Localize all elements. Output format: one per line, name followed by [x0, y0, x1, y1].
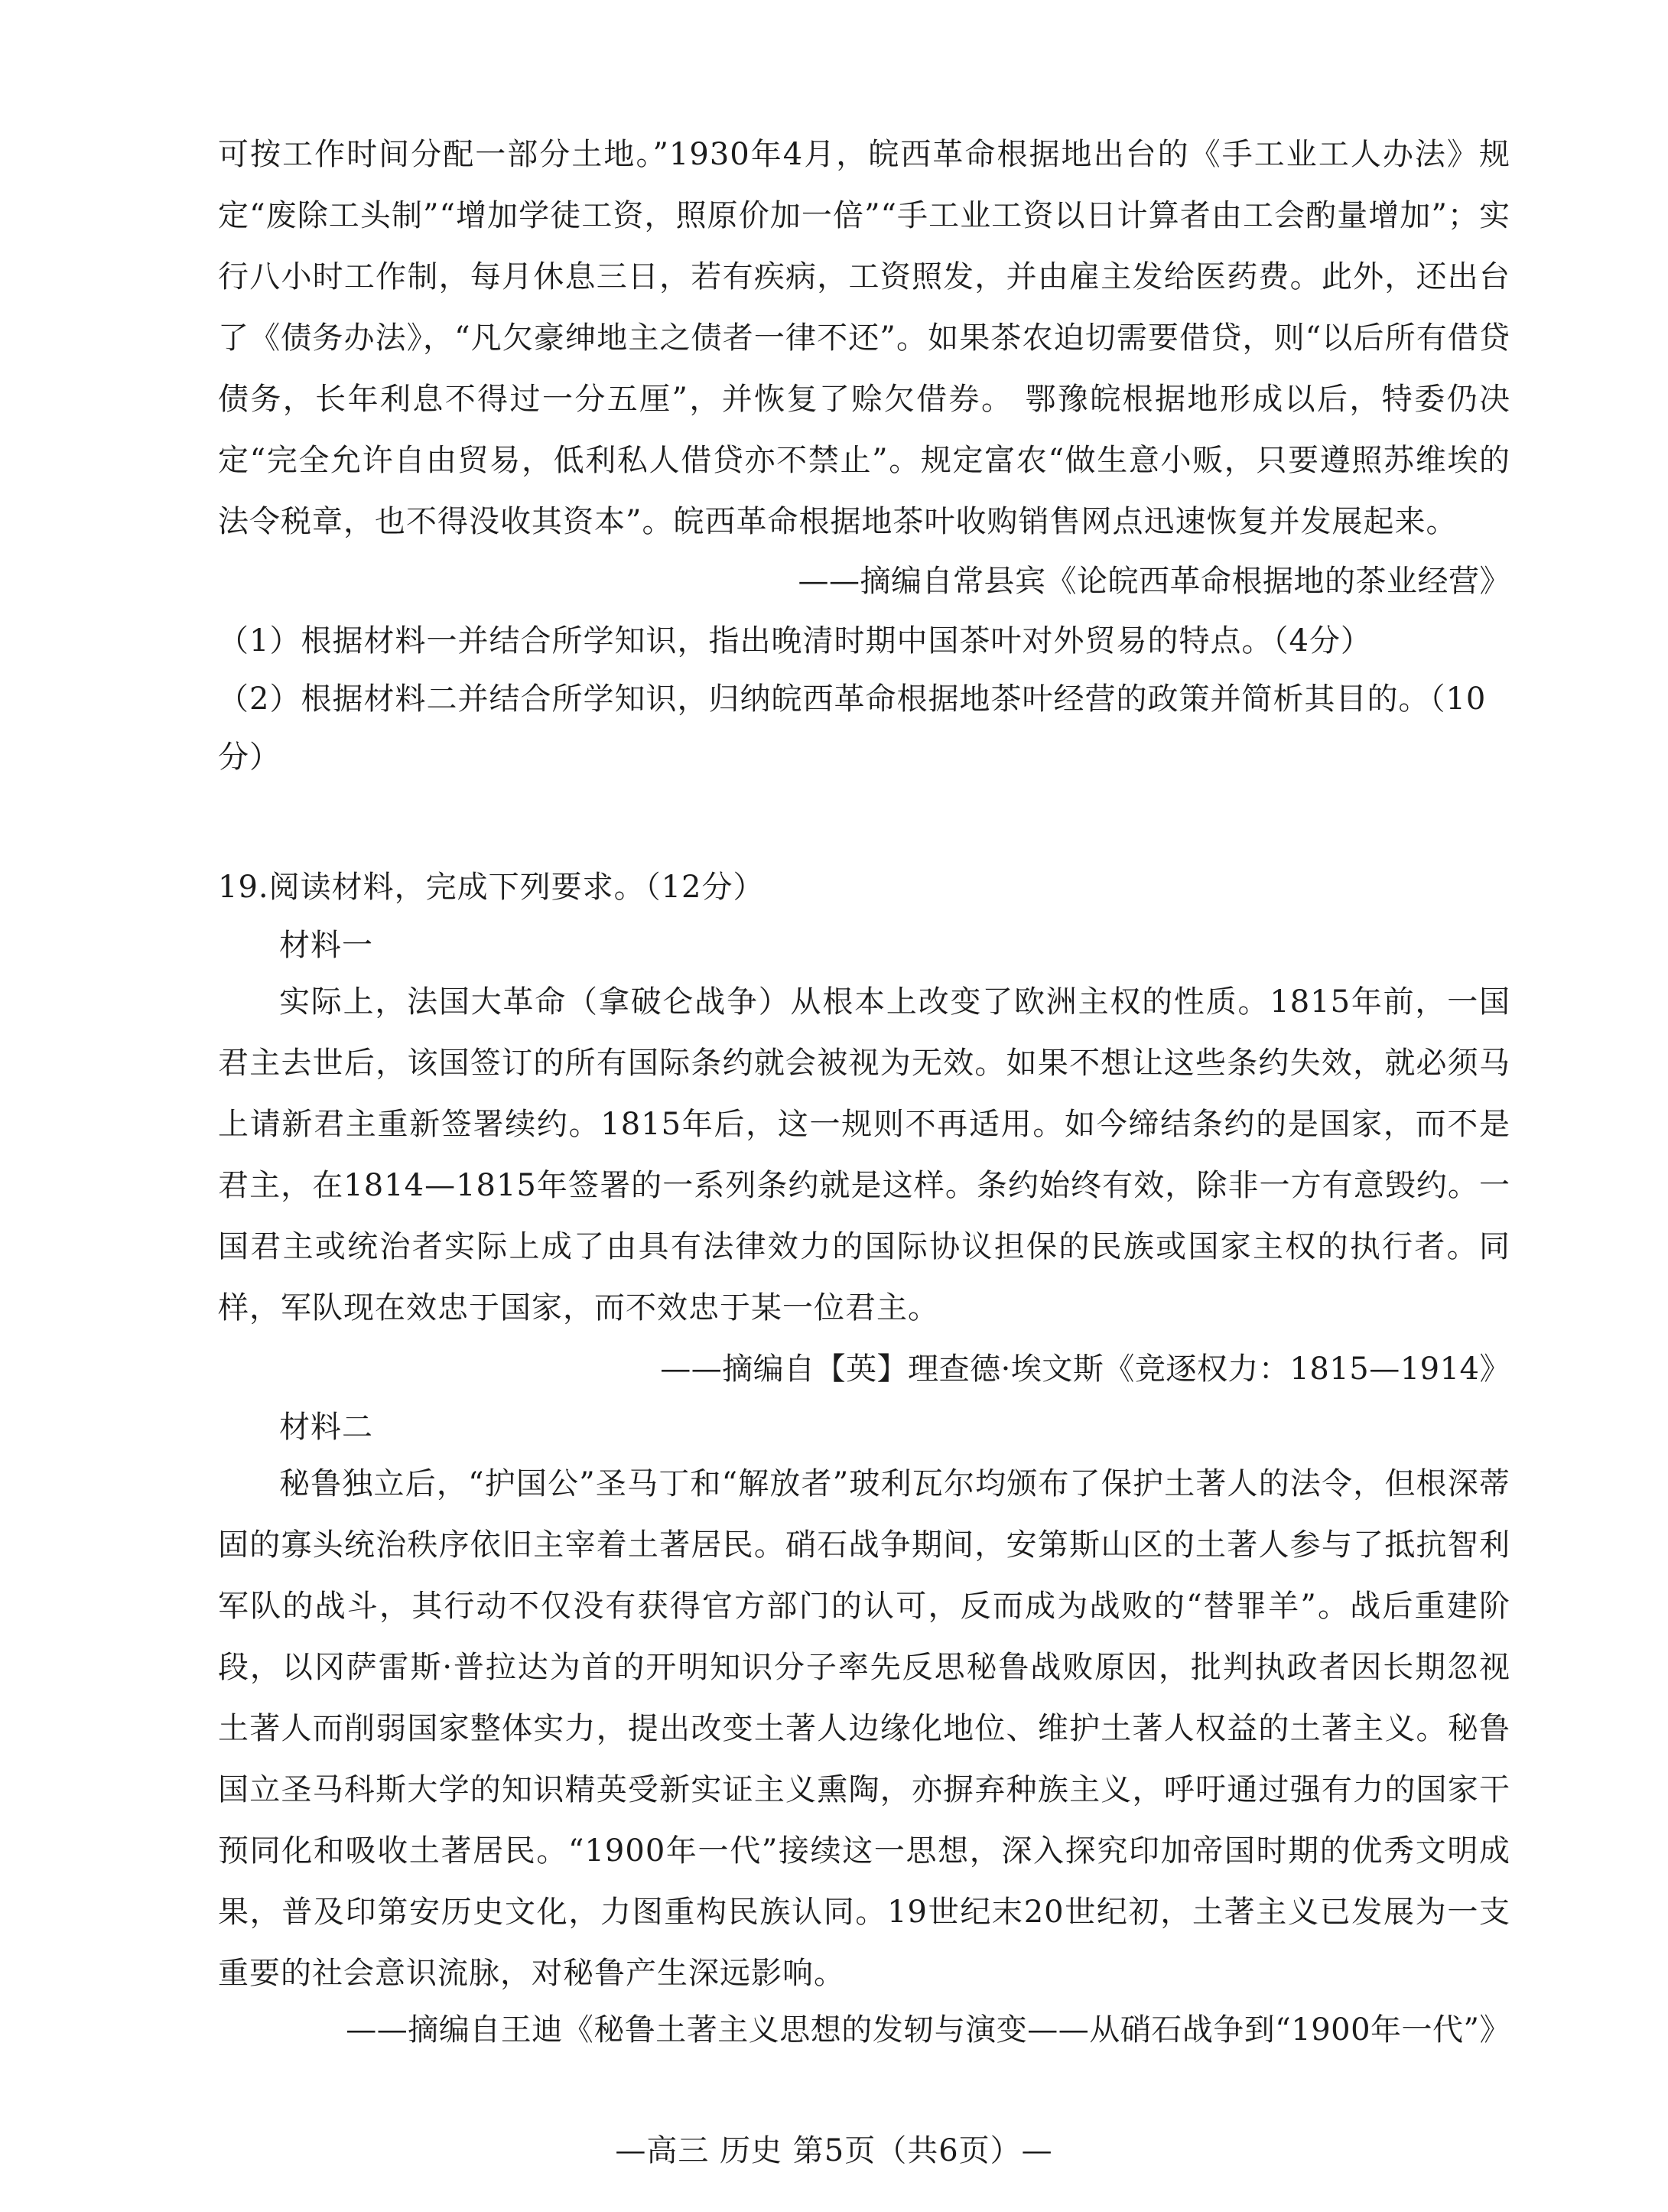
page-footer: —高三 历史 第5页（共6页）—: [615, 2133, 1053, 2168]
question-19: [218, 864, 1510, 2053]
material-1-text: 实际上，法国大革命（拿破仑战争）从根本上改变了欧洲主权的性质。1815年前，一国君主去世后，该国签订的所有国际条约就会被视为无效。如果不想让这些条约失效，就必须马上请新君主重新签署续约。1815年后，这一规则不再适用。如今缔结条约的是国家，而不是君主，在1814—1815年签署的一系列条约就是这样。条约始终有效，除非一方有意毁约。一国君主或统治者实际上成了由具有法律效力的国际协议担保的民族或国家主权的执行者。同样，军队现在效忠于国家，而不效忠于某一位君主。: [218, 984, 1510, 1326]
question-18-subquestions: [218, 612, 1510, 786]
question-18-2: （2）根据材料二并结合所学知识，归纳皖西革命根据地茶叶经营的政策并简析其目的。（10分）: [218, 681, 1487, 775]
material-2-text: 可按工作时间分配一部分土地。”1930年4月，皖西革命根据地出台的《手工业工人办法》规定“废除工头制”“增加学徒工资，照原价加一倍”“手工业工资以日计算者由工会酌量增加”；实行八小时工作制，每月休息三日，若有疾病，工资照发，并由雇主发给医药费。此外，还出台了《债务办法》，“凡欠豪绅地主之债者一律不还”。如果茶农迫切需要借贷，则“以后所有借贷债务，长年利息不得过一分五厘”，并恢复了赊欠借券。 鄂豫皖根据地形成以后，特委仍决定“完全允许自由贸易，低利私人借贷亦不禁止”。规定富农“做生意小贩，只要遵照苏维埃的法令税章，也不得没收其资本”。皖西革命根据地茶叶收购销售网点迅速恢复并发展起来。: [218, 137, 1510, 539]
material-2-source: ——摘编自常县宾《论皖西革命根据地的茶业经营》: [798, 564, 1510, 599]
question-18-1: （1）根据材料一并结合所学知识，指出晚清时期中国茶叶对外贸易的特点。（4分）: [218, 623, 1372, 659]
material-1-source: ——摘编自【英】理查德·埃文斯《竞逐权力：1815—1914》: [660, 1352, 1510, 1387]
material-2-peru-source: ——摘编自王迪《秘鲁土著主义思想的发轫与演变——从硝石战争到“1900年一代”》: [346, 2012, 1510, 2048]
material-2-source-block: [218, 558, 1510, 604]
material-1-label: 材料一: [279, 928, 373, 963]
material-2-peru-text: 秘鲁独立后，“护国公”圣马丁和“解放者”玻利瓦尔均颁布了保护土著人的法令，但根深蒂固的寡头统治秩序依旧主宰着土著居民。硝石战争期间，安第斯山区的土著人参与了抵抗智利军队的战斗，其行动不仅没有获得官方部门的认可，反而成为战败的“替罪羊”。战后重建阶段，以冈萨雷斯·普拉达为首的开明知识分子率先反思秘鲁战败原因，批判执政者因长期忽视土著人而削弱国家整体实力，提出改变土著人边缘化地位、维护土著人权益的土著主义。秘鲁国立圣马科斯大学的知识精英受新实证主义熏陶，亦摒弃种族主义，呼吁通过强有力的国家干预同化和吸收土著居民。“1900年一代”接续这一思想，深入探究印加帝国时期的优秀文明成果，普及印第安历史文化，力图重构民族认同。19世纪末20世纪初，土著主义已发展为一支重要的社会意识流脉，对秘鲁产生深远影响。: [218, 1466, 1510, 1991]
material-2-label: 材料二: [279, 1410, 373, 1445]
material-2-continuation: [218, 124, 1510, 552]
question-19-heading: 19.阅读材料，完成下列要求。（12分）: [218, 870, 765, 905]
